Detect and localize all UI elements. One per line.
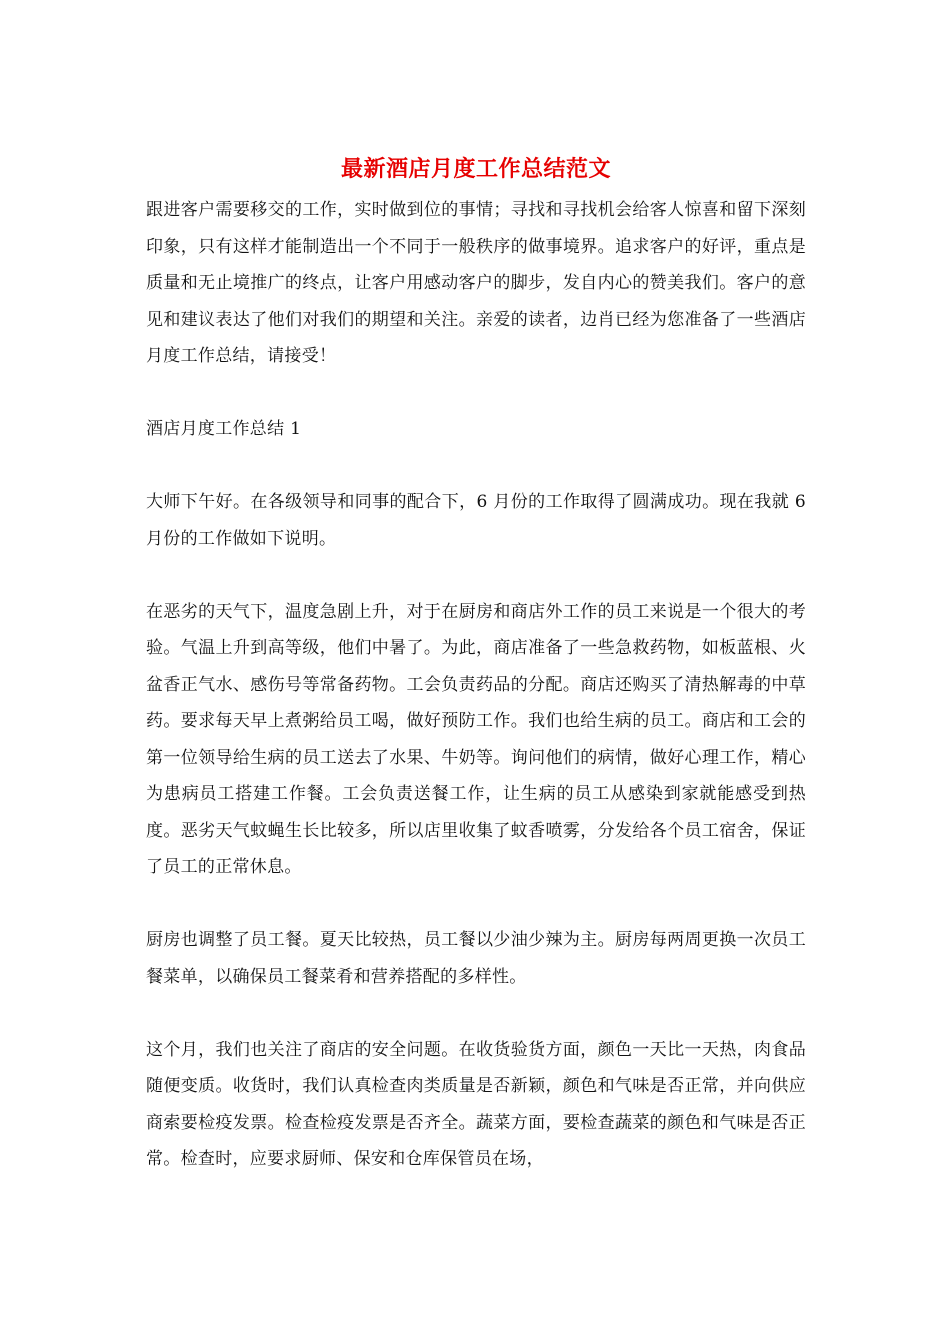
section-heading: 酒店月度工作总结 1: [146, 419, 302, 439]
document-title: 最新酒店月度工作总结范文: [340, 156, 611, 182]
body-paragraph-2: 在恶劣的天气下，温度急剧上升，对于在厨房和商店外工作的员工来说是一个很大的考验。气温上升到高等级，他们中暑了。为此，商店准备了一些急救药物，如板蓝根、火盆香正气水、感伤号等常备药物。工会负责药品的分配。商店还购买了清热解毒的中草药。要求每天早上煮粥给员工喝，做好预防工作。我们也给生病的员工。商店和工会的第一位领导给生病的员工送去了水果、牛奶等。询问他们的病情，做好心理工作，精心为患病员工搭建工作餐。工会负责送餐工作，让生病的员工从感染到家就能感受到热度。恶劣天气蚊蝇生长比较多，所以店里收集了蚊香喷雾，分发给各个员工宿舍，保证了员工的正常休息。: [146, 601, 806, 877]
paragraph-spacer: [146, 557, 806, 594]
paragraph-spacer: [146, 375, 806, 412]
intro-paragraph: 跟进客户需要移交的工作，实时做到位的事情；寻找和寻找机会给客人惊喜和留下深刻印象，只有这样才能制造出一个不同于一般秩序的做事境界。追求客户的好评，重点是质量和无止境推广的终点，让客户用感动客户的脚步，发自内心的赞美我们。客户的意见和建议表达了他们对我们的期望和关注。亲爱的读者，边肖已经为您准备了一些酒店月度工作总结，请接受！: [146, 200, 806, 366]
paragraph-spacer: [146, 886, 806, 923]
paragraph-spacer: [146, 448, 806, 485]
paragraph-spacer: [146, 995, 806, 1032]
body-paragraph-4: 这个月，我们也关注了商店的安全问题。在收货验货方面，颜色一天比一天热，肉食品随便变质。收货时，我们认真检查肉类质量是否新颖，颜色和气味是否正常，并向供应商索要检疫发票。检查检疫发票是否齐全。蔬菜方面，要检查蔬菜的颜色和气味是否正常。检查时，应要求厨师、保安和仓库保管员在场，: [146, 1039, 806, 1169]
body-paragraph-1: 大师下午好。在各级领导和同事的配合下，6 月份的工作取得了圆满成功。现在我就 6 月份的工作做如下说明。: [146, 492, 806, 549]
document-body: [146, 150, 806, 1178]
body-paragraph-3: 厨房也调整了员工餐。夏天比较热，员工餐以少油少辣为主。厨房每两周更换一次员工餐菜单，以确保员工餐菜肴和营养搭配的多样性。: [146, 930, 806, 987]
